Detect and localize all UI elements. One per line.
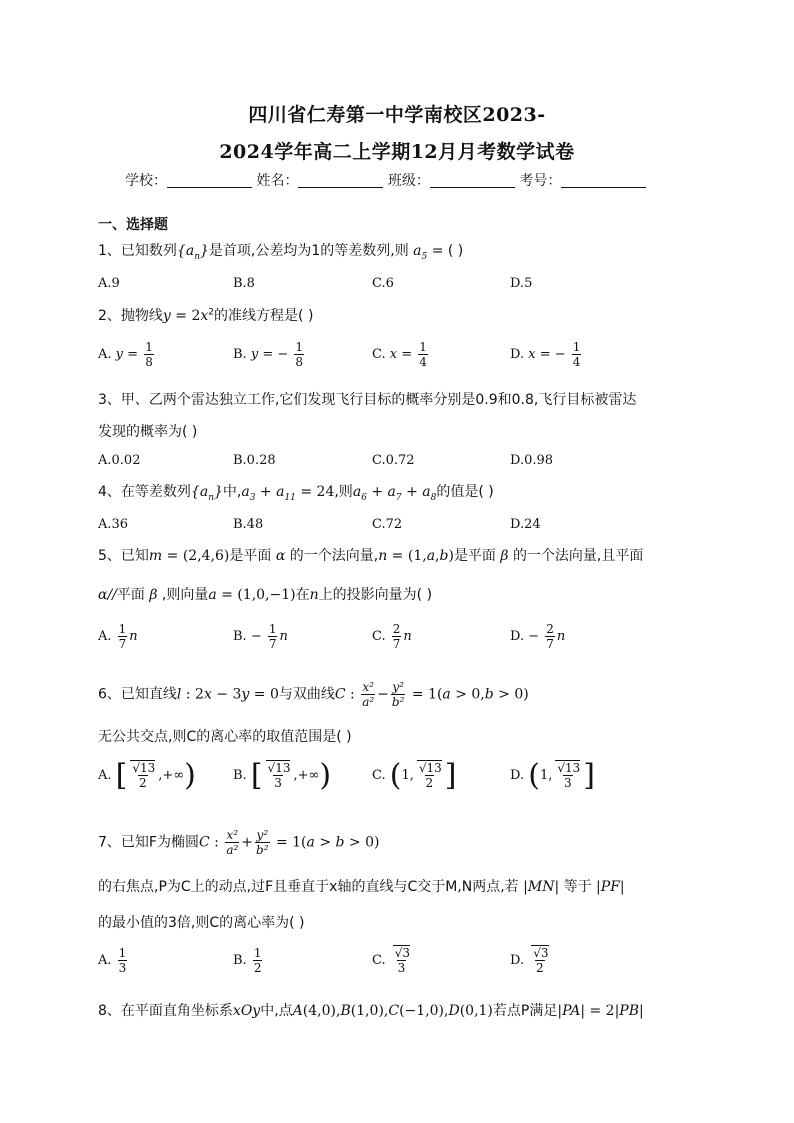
school-blank[interactable]	[167, 173, 252, 188]
q3-option-a[interactable]: A.0.02	[98, 453, 141, 468]
q4-option-a[interactable]: A.36	[98, 517, 129, 532]
q4-option-d[interactable]: D.24	[510, 517, 541, 532]
exam-title-line2: 2024学年高二上学期12月月考数学试卷	[219, 141, 575, 163]
name-blank[interactable]	[298, 173, 383, 188]
q7-option-b[interactable]: B. $\frac{1}{2}$	[233, 946, 262, 975]
q5-option-b[interactable]: B. − $\frac{1}{7}$ n	[233, 622, 288, 651]
question-3-line1: 3、甲、乙两个雷达独立工作,它们发现飞行目标的概率分别是0.9和0.8,飞行目标被雷达	[98, 392, 637, 408]
q2-option-b[interactable]: B. y = − $\frac{1}{8}$	[233, 340, 304, 369]
q5-option-d[interactable]: D. − $\frac{2}{7}$ n	[510, 622, 566, 651]
question-7-line3: 的最小值的3倍,则C的离心率为( )	[98, 915, 305, 931]
q3-option-d[interactable]: D.0.98	[510, 453, 554, 468]
q7-option-a[interactable]: A. $\frac{1}{3}$	[98, 946, 127, 975]
q7-option-c[interactable]: C. $\frac{√3}{3}$	[372, 946, 411, 975]
q1-option-d[interactable]: D.5	[510, 276, 533, 291]
student-info-row	[125, 170, 646, 190]
question-7-line2: 的右焦点,P为C上的动点,过F且垂直于x轴的直线与C交于M,N两点,若 |MN| 等于 |PF|	[98, 879, 625, 895]
q1-option-a[interactable]: A.9	[98, 276, 120, 291]
q3-option-b[interactable]: B.0.28	[233, 453, 276, 468]
q6-option-a[interactable]: A. [ $\frac{√13}{2}$ ,+∞)	[98, 758, 196, 793]
question-3-line2: 发现的概率为( )	[98, 424, 198, 440]
q6-option-b[interactable]: B. [ $\frac{√13}{3}$ ,+∞)	[233, 758, 332, 793]
exam-number-label: 考号：	[519, 173, 562, 189]
q2-option-d[interactable]: D. x = − $\frac{1}{4}$	[510, 340, 581, 369]
question-5-line2: α//平面 β ,则向量a = (1,0,−1)在n上的投影向量为( )	[98, 587, 433, 603]
q1-option-c[interactable]: C.6	[372, 276, 394, 291]
question-6-line2: 无公共交点,则C的离心率的取值范围是( )	[98, 729, 352, 745]
question-7-line1: 7、已知F为椭圆C : $\frac{\text{x²}}{\text{a²}}$ + $\frac{\text{y²}}{\text{b²}}$ = 1(a > b > 0)	[98, 828, 380, 857]
question-6-line1: 6、已知直线l : 2x − 3y = 0与双曲线C : $\frac{\text{x²}}{\text{a²}}$ − $\frac{\text{y²}}{\text{b²}}$ = 1(a > 0,b > 0)	[98, 680, 529, 709]
q4-option-b[interactable]: B.48	[233, 517, 264, 532]
section-title: 一、选择题	[98, 217, 168, 233]
q1-option-b[interactable]: B.8	[233, 276, 255, 291]
exam-title-line1: 四川省仁寿第一中学南校区2023-	[248, 104, 546, 126]
q7-option-d[interactable]: D. $\frac{√3}{2}$	[510, 946, 549, 975]
q4-option-c[interactable]: C.72	[372, 517, 403, 532]
class-label: 班级：	[387, 173, 430, 189]
q2-option-a[interactable]: A. y = $\frac{1}{8}$	[98, 340, 153, 369]
question-5-line1: 5、已知m = (2,4,6)是平面 α 的一个法向量,n = (1,a,b)是平面 β 的一个法向量,且平面	[98, 548, 644, 564]
question-4: 4、在等差数列$\{a_n\}$中$,a_3 + a_{11} = 24$,则$a_6 + a_7 + a_8$的值是( )	[98, 484, 494, 503]
q6-option-d[interactable]: D. (1, $\frac{√13}{3}$ ]	[510, 758, 595, 793]
question-1: 1、已知数列$\{a_n\}$是首项,公差均为1的等差数列,则 $a_5$ = ( )	[98, 243, 464, 262]
q5-option-a[interactable]: A. $\frac{1}{7}$ n	[98, 622, 138, 651]
question-8: 8、在平面直角坐标系xOy中,点A(4,0),B(1,0),C(−1,0),D(0,1)若点P满足|PA| = 2|PB|	[98, 1003, 644, 1019]
school-label: 学校：	[125, 173, 167, 189]
q6-option-c[interactable]: C. (1, $\frac{√13}{2}$ ]	[372, 758, 457, 793]
class-blank[interactable]	[430, 173, 515, 188]
question-2: 2、抛物线$y = 2x^2$的准线方程是( )	[98, 307, 314, 324]
exam-number-blank[interactable]	[561, 173, 646, 188]
name-label: 姓名：	[256, 173, 299, 189]
q3-option-c[interactable]: C.0.72	[372, 453, 415, 468]
q5-option-c[interactable]: C. $\frac{2}{7}$ n	[372, 622, 412, 651]
q2-option-c[interactable]: C. x = $\frac{1}{4}$	[372, 340, 427, 369]
